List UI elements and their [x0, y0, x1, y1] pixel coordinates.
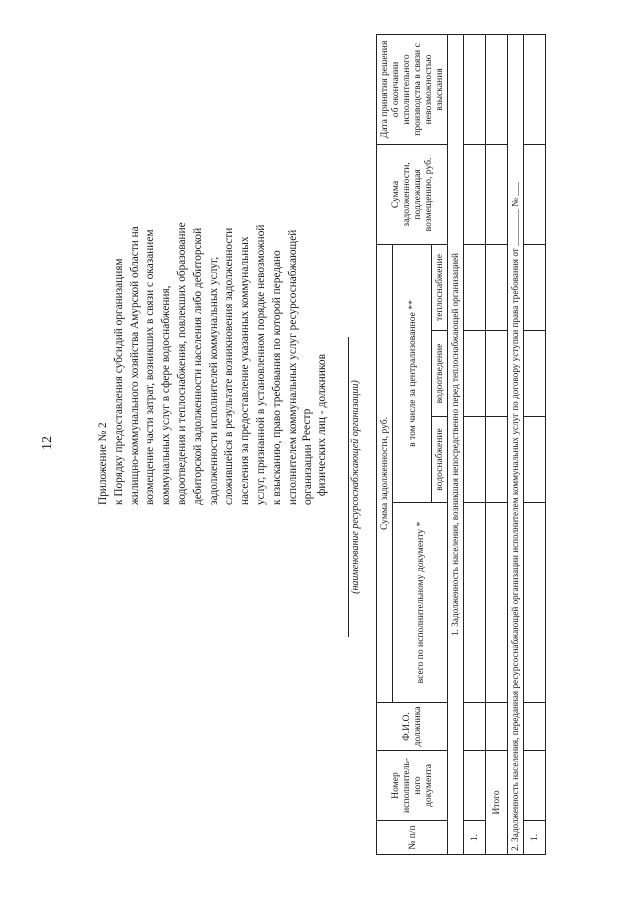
header-water-disposal: водоотведение [432, 331, 448, 417]
header-incl-central: в том числе за централизованное ** [393, 244, 432, 502]
appendix-line: коммунальных услуг в сфере водоснабжения, [160, 285, 173, 505]
section-2-title: 2. Задолженность населения, переданная ресурсоснабжающей организации исполнителем коммунальных услуг по договору уступки права требования от ________ № ___ [508, 34, 524, 854]
org-name-caption: (наименование ресурсоснабжающей организации) [350, 380, 361, 594]
appendix-line: Приложение № 2 [97, 422, 109, 505]
header-water-supply: водоснабжение [432, 417, 448, 503]
appendix-line: дебиторской задолженности населения либо дебиторской [191, 227, 204, 505]
org-name-line [348, 337, 349, 637]
header-decision-date: Дата принятия решения об окончании исполнительного производства в связи с невозможностью взыскания [377, 34, 448, 144]
appendix-line: организации [302, 444, 315, 505]
section-1-title: 1. Задолженность населения, возникшая непосредственно перед теплоснабжающей организацией [448, 34, 464, 854]
header-row [377, 34, 393, 854]
table-row [524, 34, 546, 854]
registry-title: Реестр [301, 408, 313, 442]
appendix-line: задолженности исполнителей коммунальных услуг, [207, 256, 220, 505]
appendix-line: населения за предоставление указанных коммунальных [239, 236, 252, 505]
registry-heading [300, 275, 330, 575]
appendix-line: к Порядку предоставления субсидий организациям [112, 258, 125, 505]
header-fio: Ф.И.О. должника [377, 703, 448, 751]
appendix-line: жилищно-коммунального хозяйства Амурской области на [128, 226, 141, 505]
appendix-line: услуг, признанной в установленном порядке невозможной [254, 224, 267, 505]
row-num: 1. [524, 821, 546, 855]
table-row [464, 34, 486, 854]
row-num: 1. [464, 821, 486, 855]
header-compensation: Сумма задолженности, подлежащая возмещению, руб. [377, 144, 448, 244]
table-row-total [486, 34, 508, 854]
appendix-note [96, 85, 317, 505]
appendix-line: возмещение части затрат, возникших в связи с оказанием [144, 229, 157, 505]
debtors-registry-table [376, 34, 546, 855]
appendix-line: сложившейся в результате возникновения задолженности [223, 227, 236, 505]
header-num: № п/п [377, 821, 448, 855]
header-doc-number: Номер исполнитель-ного документа [377, 751, 448, 821]
appendix-line: к взысканию, право требования по которой передано [270, 250, 283, 505]
appendix-line: исполнителем коммунальных услуг ресурсоснабжающей [286, 229, 299, 505]
registry-subtitle: физических лиц - должников [316, 353, 328, 497]
total-label: Итого [486, 751, 508, 855]
appendix-line: водоотведения и теплоснабжения, повлекших образование [175, 222, 188, 505]
section-row [448, 34, 464, 854]
page-number: 12 [40, 436, 55, 450]
header-total-by-doc: всего по исполнительному документу * [393, 503, 448, 703]
section-row [508, 34, 524, 854]
header-heat-supply: теплоснабжение [432, 244, 448, 330]
header-debt-sum: Сумма задолженности, руб. [377, 244, 393, 702]
